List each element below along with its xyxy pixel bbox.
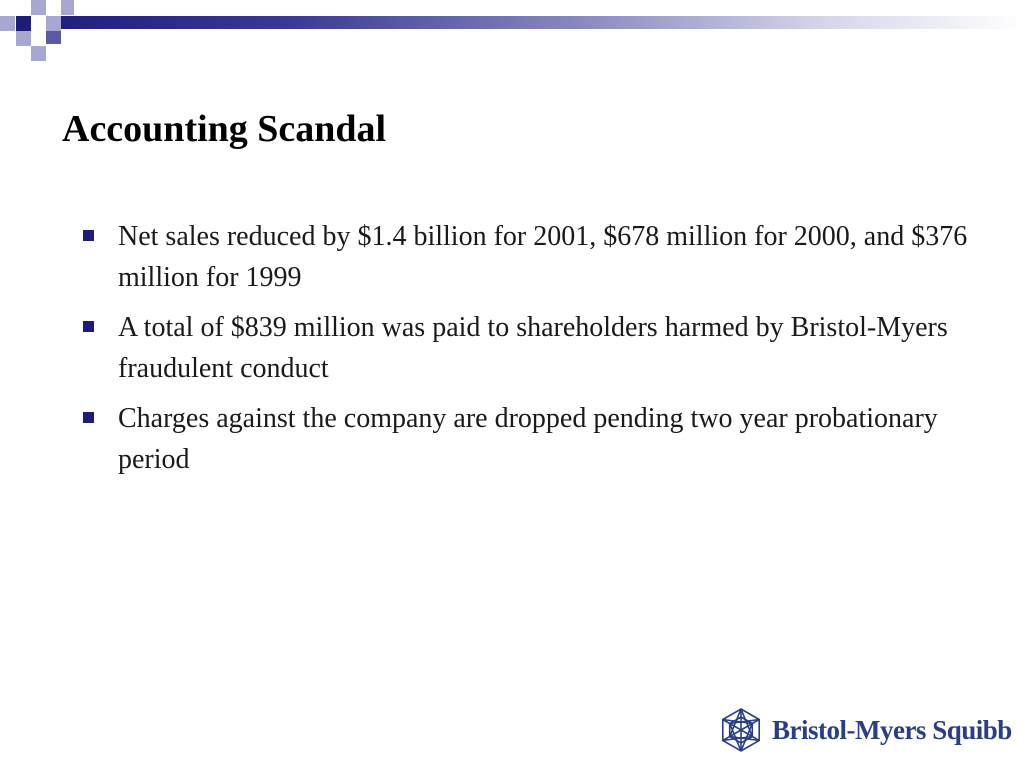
bullet-item: [80, 307, 990, 389]
header-square: [0, 16, 15, 31]
header-square: [16, 16, 31, 31]
bullet-text: Charges against the company are dropped pending two year probationary period: [118, 403, 938, 475]
slide-title: Accounting Scandal: [62, 108, 387, 150]
header-square: [46, 31, 61, 44]
square-bullet-icon: [83, 412, 94, 423]
header-gradient-bar: [46, 16, 1024, 29]
square-bullet-icon: [83, 230, 94, 241]
header-square: [46, 16, 61, 31]
header-decoration: [0, 0, 1024, 64]
star-burst-logo-icon: [718, 707, 764, 753]
bullet-item: [80, 398, 990, 480]
header-square: [16, 31, 31, 46]
company-logo: [718, 707, 1012, 753]
bullet-item: [80, 216, 990, 298]
header-square: [31, 46, 46, 61]
header-square: [61, 0, 74, 15]
bullet-text: Net sales reduced by $1.4 billion for 2001, $678 million for 2000, and $376 million for 1999: [118, 221, 968, 293]
square-bullet-icon: [83, 321, 94, 332]
logo-text: Bristol-Myers Squibb: [772, 714, 1012, 745]
header-square: [31, 0, 46, 15]
bullet-list: [80, 216, 990, 489]
bullet-text: A total of $839 million was paid to shareholders harmed by Bristol-Myers fraudulent conduct: [118, 312, 948, 384]
